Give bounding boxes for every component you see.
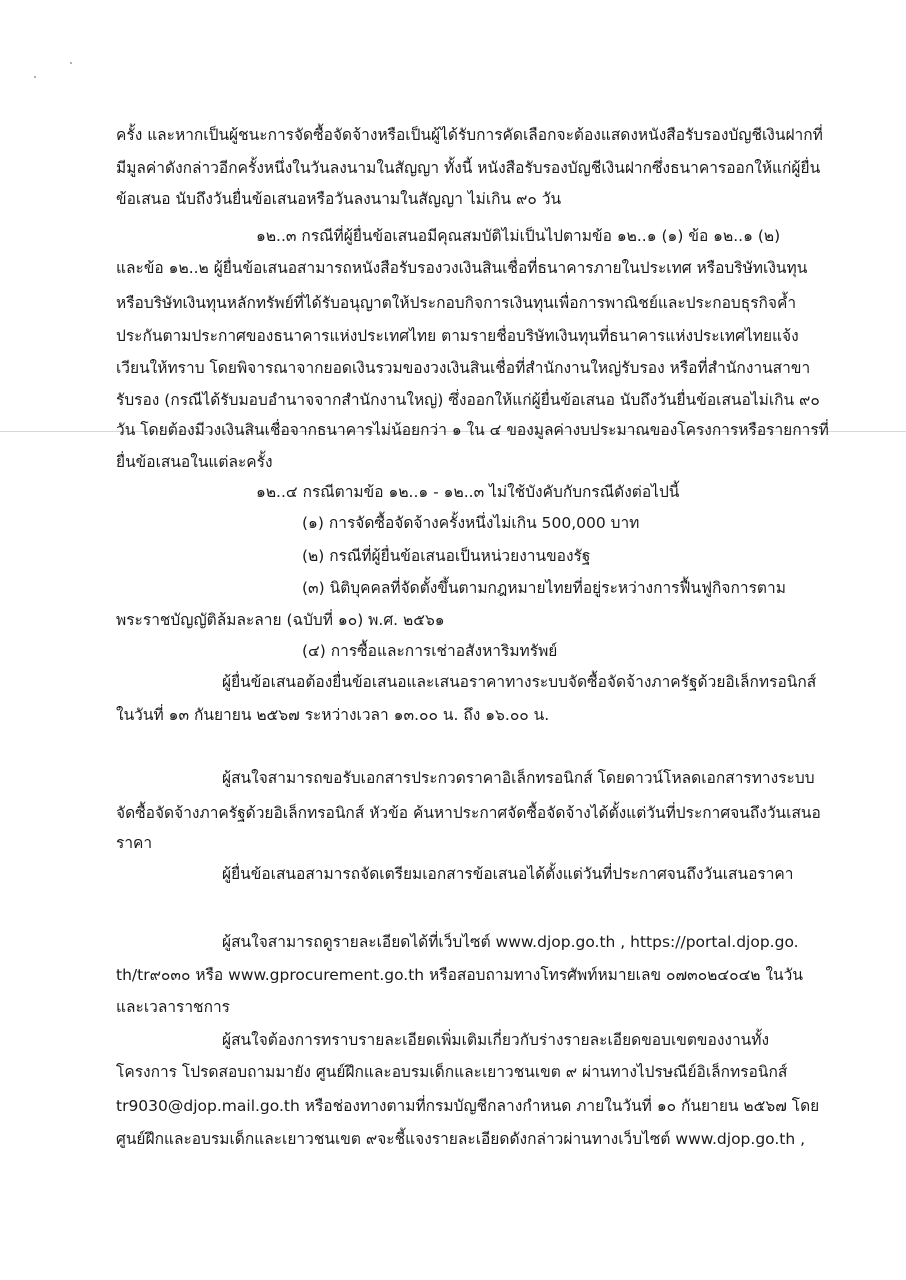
paragraph-line: ผู้สนใจสามารถดูรายละเอียดได้ที่เว็บไซต์ www.djop.go.th , https://portal.djop.go.	[222, 933, 799, 951]
scan-speck	[34, 76, 36, 78]
paragraph-line: ประกันตามประกาศของธนาคารแห่งประเทศไทย ตามรายชื่อบริษัทเงินทุนที่ธนาคารแห่งประเทศไทยแจ้ง	[116, 327, 799, 345]
paragraph-line: ครั้ง และหากเป็นผู้ชนะการจัดซื้อจัดจ้างหรือเป็นผู้ได้รับการคัดเลือกจะต้องแสดงหนังสือรับรองบัญชีเงินฝากที่	[116, 126, 823, 144]
paragraph-line: ผู้ยื่นข้อเสนอสามารถจัดเตรียมเอกสารข้อเสนอได้ตั้งแต่วันที่ประกาศจนถึงวันเสนอราคา	[222, 865, 794, 883]
scan-speck	[70, 62, 72, 64]
paragraph-line: ๑๒..๓ กรณีที่ผู้ยื่นข้อเสนอมีคุณสมบัติไม่เป็นไปตามข้อ ๑๒..๑ (๑) ข้อ ๑๒..๑ (๒)	[256, 227, 781, 245]
paragraph-line: จัดซื้อจัดจ้างภาครัฐด้วยอิเล็กทรอนิกส์ หัวข้อ ค้นหาประกาศจัดซื้อจัดจ้างได้ตั้งแต่วันที่ประกาศจนถึงวันเสนอ	[116, 804, 821, 822]
list-item: (๓) นิติบุคคลที่จัดตั้งขึ้นตามกฎหมายไทยที่อยู่ระหว่างการฟื้นฟูกิจการตาม	[302, 579, 786, 597]
paragraph-line: และเวลาราชการ	[116, 998, 230, 1016]
paragraph-line: รับรอง (กรณีได้รับมอบอำนาจจากสำนักงานใหญ่) ซึ่งออกให้แก่ผู้ยื่นข้อเสนอ นับถึงวันยื่นข้อเสนอไม่เกิน ๙๐	[116, 391, 820, 409]
paragraph-line: tr9030@djop.mail.go.th หรือช่องทางตามที่กรมบัญชีกลางกำหนด ภายในวันที่ ๑๐ กันยายน ๒๕๖๗ โดย	[116, 1097, 820, 1115]
paragraph-line: ผู้สนใจต้องการทราบรายละเอียดเพิ่มเติมเกี่ยวกับร่างรายละเอียดขอบเขตของงานทั้ง	[222, 1031, 770, 1049]
paragraph-line: ยื่นข้อเสนอในแต่ละครั้ง	[116, 453, 273, 471]
paragraph-line: ข้อเสนอ นับถึงวันยื่นข้อเสนอหรือวันลงนามในสัญญา ไม่เกิน ๙๐ วัน	[116, 190, 562, 208]
paragraph-line: ศูนย์ฝึกและอบรมเด็กและเยาวชนเขต ๙จะชี้แจงรายละเอียดดังกล่าวผ่านทางเว็บไซต์ www.djop.go.th ,	[116, 1130, 806, 1148]
paragraph-line: มีมูลค่าดังกล่าวอีกครั้งหนึ่งในวันลงนามในสัญญา ทั้งนี้ หนังสือรับรองบัญชีเงินฝากซึ่งธนาคารออกให้แก่ผู้ยื่น	[116, 159, 821, 177]
section-heading: ๑๒..๔ กรณีตามข้อ ๑๒..๑ - ๑๒..๓ ไม่ใช้บังคับกับกรณีดังต่อไปนี้	[256, 483, 680, 501]
paragraph-line: ผู้ยื่นข้อเสนอต้องยื่นข้อเสนอและเสนอราคาทางระบบจัดซื้อจัดจ้างภาครัฐด้วยอิเล็กทรอนิกส์	[222, 673, 817, 691]
paragraph-line: พระราชบัญญัติล้มละลาย (ฉบับที่ ๑๐) พ.ศ. ๒๕๖๑	[116, 611, 445, 629]
paragraph-line: เวียนให้ทราบ โดยพิจารณาจากยอดเงินรวมของวงเงินสินเชื่อที่สำนักงานใหญ่รับรอง หรือที่สำนักงานสาขา	[116, 359, 811, 377]
paragraph-line: ราคา	[116, 834, 153, 852]
paragraph-line: วัน โดยต้องมีวงเงินสินเชื่อจากธนาคารไม่น้อยกว่า ๑ ใน ๔ ของมูลค่างบประมาณของโครงการหรือรายการที่	[116, 421, 829, 439]
paragraph-line: และข้อ ๑๒..๒ ผู้ยื่นข้อเสนอสามารถหนังสือรับรองวงเงินสินเชื่อที่ธนาคารภายในประเทศ หรือบริษัทเงินทุน	[116, 259, 808, 277]
paragraph-line: หรือบริษัทเงินทุนหลักทรัพย์ที่ได้รับอนุญาตให้ประกอบกิจการเงินทุนเพื่อการพาณิชย์และประกอบธุรกิจค้ำ	[116, 294, 797, 312]
list-item: (๑) การจัดซื้อจัดจ้างครั้งหนึ่งไม่เกิน 500,000 บาท	[302, 514, 640, 532]
paragraph-line: ผู้สนใจสามารถขอรับเอกสารประกวดราคาอิเล็กทรอนิกส์ โดยดาวน์โหลดเอกสารทางระบบ	[222, 769, 815, 787]
paragraph-line: th/tr๙๐๓๐ หรือ www.gprocurement.go.th หรือสอบถามทางโทรศัพท์หมายเลข ๐๗๓๐๒๔๐๔๒ ในวัน	[116, 966, 803, 984]
list-item: (๒) กรณีที่ผู้ยื่นข้อเสนอเป็นหน่วยงานของรัฐ	[302, 547, 591, 565]
paragraph-line: ในวันที่ ๑๓ กันยายน ๒๕๖๗ ระหว่างเวลา ๑๓.๐๐ น. ถึง ๑๖.๐๐ น.	[116, 706, 550, 724]
paragraph-line: โครงการ โปรดสอบถามมายัง ศูนย์ฝึกและอบรมเด็กและเยาวชนเขต ๙ ผ่านทางไปรษณีย์อิเล็กทรอนิกส์	[116, 1063, 788, 1081]
list-item: (๔) การซื้อและการเช่าอสังหาริมทรัพย์	[302, 642, 558, 660]
